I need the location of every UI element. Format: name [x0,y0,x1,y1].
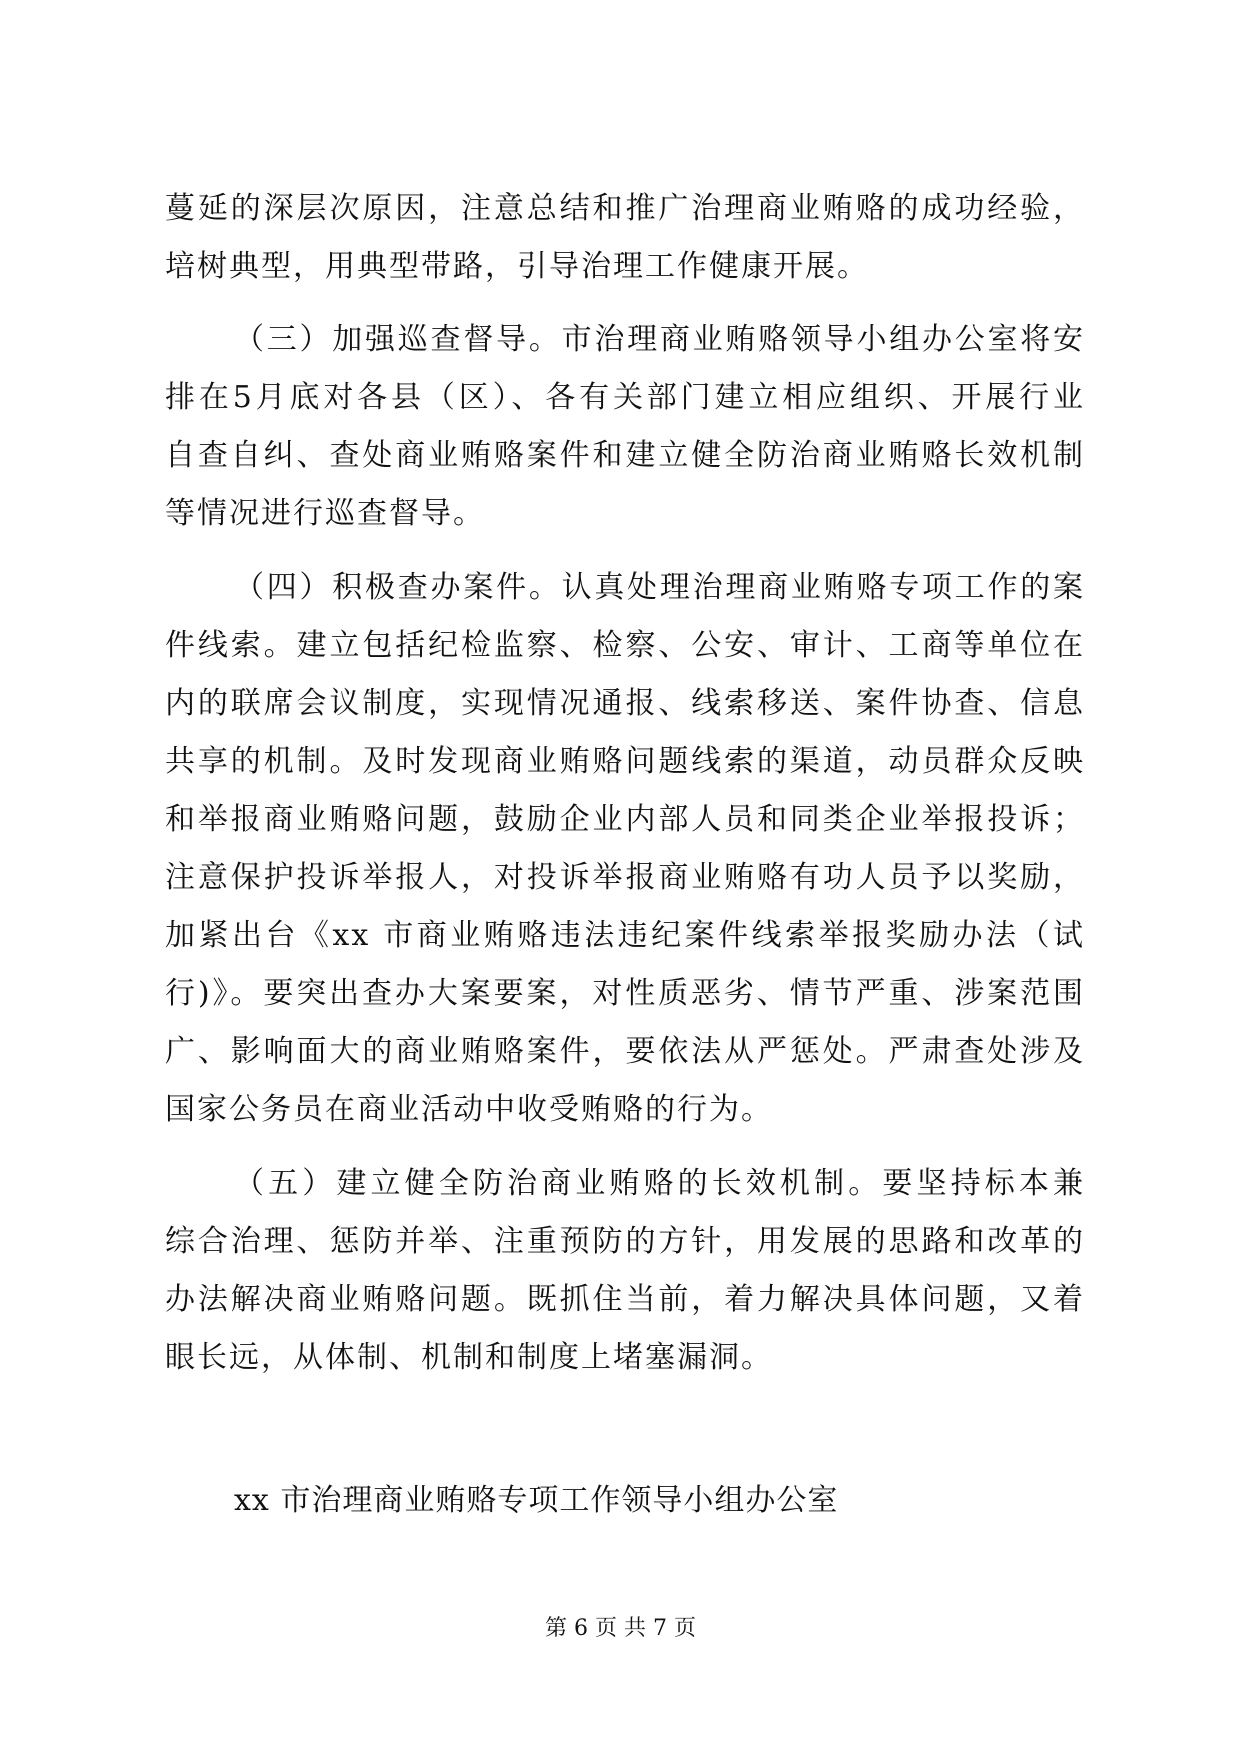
text-line-7: （四）积极查办案件。认真处理治理商业贿赂专项工作的案 [234,570,1085,605]
text-line-5: 自查自纠、查处商业贿赂案件和建立健全防治商业贿赂长效机制 [165,438,1085,473]
text-line-11: 和举报商业贿赂问题，鼓励企业内部人员和同类企业举报投诉； [165,802,1085,837]
text-line-3: （三）加强巡查督导。市治理商业贿赂领导小组办公室将安 [234,322,1085,357]
text-line-15: 广、影响面大的商业贿赂案件，要依法从严惩处。严肃查处涉及 [165,1034,1085,1069]
text-line-4: 排在5月底对各县（区）、各有关部门建立相应组织、开展行业 [165,380,1085,415]
text-line-9: 内的联席会议制度，实现情况通报、线索移送、案件协查、信息 [165,686,1085,721]
text-line-19: 办法解决商业贿赂问题。既抓住当前，着力解决具体问题，又着 [165,1282,1085,1317]
text-line-18: 综合治理、惩防并举、注重预防的方针，用发展的思路和改革的 [165,1224,1085,1259]
page-number-footer: 第 6 页 共 7 页 [545,1616,696,1641]
text-line-6: 等情况进行巡查督导。 [165,496,485,531]
text-line-1: 蔓延的深层次原因，注意总结和推广治理商业贿赂的成功经验， [165,191,1085,226]
text-line-10: 共享的机制。及时发现商业贿赂问题线索的渠道，动员群众反映 [165,744,1085,779]
text-line-13: 加紧出台《xx 市商业贿赂违法违纪案件线索举报奖励办法（试 [165,918,1085,953]
signature-line: xx 市治理商业贿赂专项工作领导小组办公室 [234,1483,839,1518]
text-line-8: 件线索。建立包括纪检监察、检察、公安、审计、工商等单位在 [165,628,1085,663]
text-line-20: 眼长远，从体制、机制和制度上堵塞漏洞。 [165,1340,773,1375]
text-line-16: 国家公务员在商业活动中收受贿赂的行为。 [165,1092,773,1127]
text-line-12: 注意保护投诉举报人，对投诉举报商业贿赂有功人员予以奖励， [165,860,1085,895]
text-line-17: （五）建立健全防治商业贿赂的长效机制。要坚持标本兼 [234,1166,1085,1201]
text-line-2: 培树典型，用典型带路，引导治理工作健康开展。 [165,249,869,284]
text-line-14: 行)》。要突出查办大案要案，对性质恶劣、情节严重、涉案范围 [165,976,1085,1011]
